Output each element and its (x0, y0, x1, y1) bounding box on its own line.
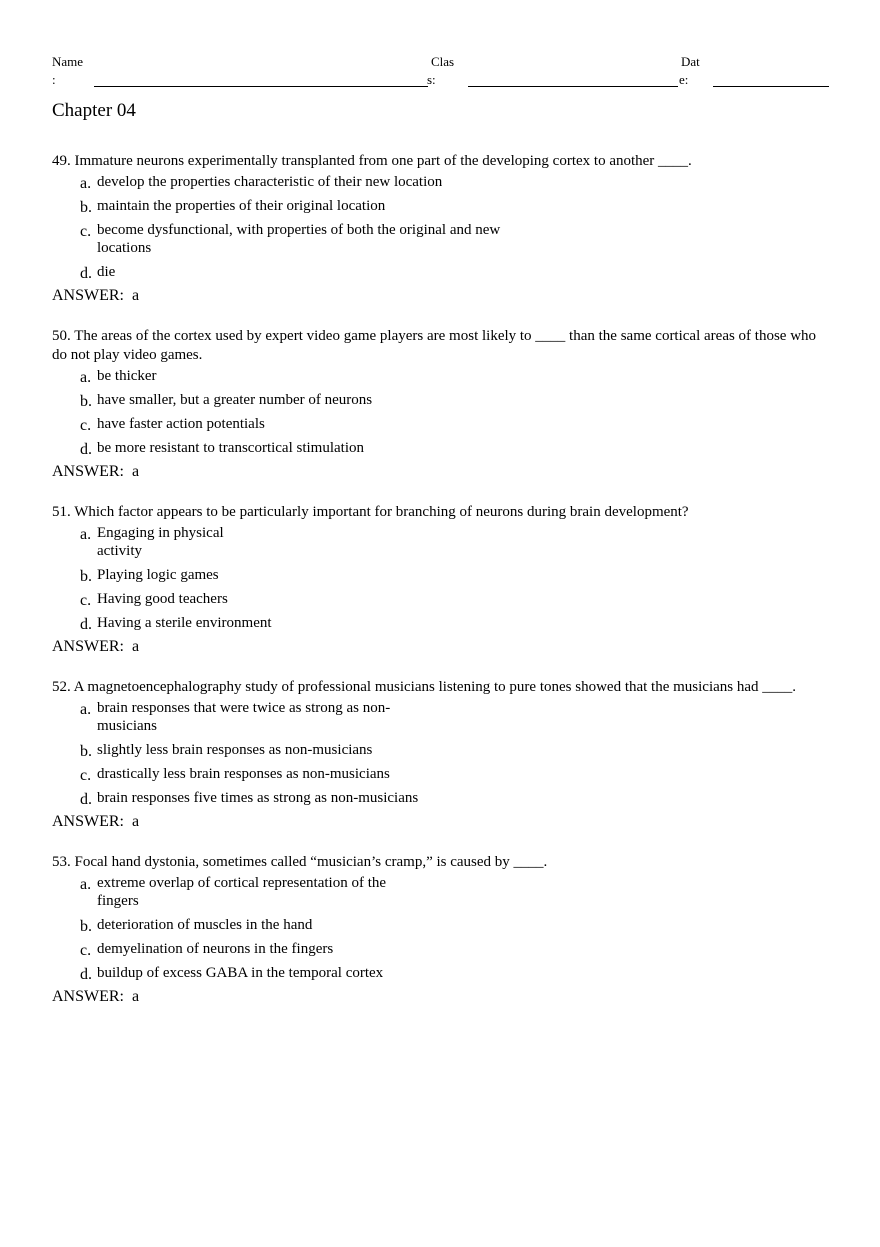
option-text: slightly less brain responses as non-musicians (97, 742, 373, 758)
answer-line (52, 988, 832, 1006)
option-letter: d. (80, 616, 92, 633)
option-c (52, 415, 832, 433)
answer-label: ANSWER: (52, 463, 124, 480)
option-text: have faster action potentials (97, 416, 265, 432)
option-list (52, 367, 832, 457)
option-letter: a. (80, 369, 92, 386)
option-letter: a. (80, 175, 92, 192)
name-field-line[interactable] (94, 86, 428, 87)
option-letter: a. (80, 876, 92, 893)
option-letter: d. (80, 265, 92, 282)
option-b (52, 391, 832, 409)
answer-label: ANSWER: (52, 988, 124, 1005)
answer-label: ANSWER: (52, 287, 124, 304)
answer-label: ANSWER: (52, 638, 124, 655)
answer-value: a (132, 813, 140, 830)
option-list (52, 874, 832, 982)
option-letter: c. (80, 942, 92, 959)
option-letter: c. (80, 417, 92, 434)
option-letter: c. (80, 592, 92, 609)
option-c (52, 765, 832, 783)
question-stem: 49. Immature neurons experimentally transplanted from one part of the developing cortex to another ____. (52, 153, 692, 169)
option-list (52, 699, 832, 807)
question-stem: 53. Focal hand dystonia, sometimes called “musician’s cramp,” is caused by ____. (52, 854, 548, 870)
option-text: brain responses five times as strong as non-musicians (97, 790, 419, 806)
option-letter: b. (80, 743, 92, 760)
option-text: Playing logic games (97, 567, 219, 583)
option-letter: a. (80, 701, 92, 718)
option-b (52, 197, 832, 215)
date-field-line[interactable] (713, 86, 829, 87)
answer-value: a (132, 287, 140, 304)
option-letter: d. (80, 441, 92, 458)
option-d (52, 964, 832, 982)
answer-value: a (132, 638, 140, 655)
option-letter: b. (80, 568, 92, 585)
question-stem: 51. Which factor appears to be particularly important for branching of neurons during brain development? (52, 504, 689, 520)
option-letter: d. (80, 966, 92, 983)
answer-line (52, 638, 832, 656)
option-letter: b. (80, 199, 92, 216)
option-text: have smaller, but a greater number of neurons (97, 392, 373, 408)
option-text: develop the properties characteristic of their new location (97, 174, 443, 190)
option-b (52, 566, 832, 584)
option-list (52, 524, 832, 632)
option-d (52, 439, 832, 457)
option-letter: d. (80, 791, 92, 808)
option-c (52, 221, 832, 257)
question-50 (52, 327, 832, 481)
option-c (52, 940, 832, 958)
option-text: maintain the properties of their original location (97, 198, 386, 214)
class-label-suffix: s: (427, 72, 436, 87)
option-a (52, 524, 832, 560)
worksheet-page (52, 52, 832, 1028)
option-text: buildup of excess GABA in the temporal cortex (97, 965, 384, 981)
name-label: Name (52, 54, 84, 69)
answer-line (52, 287, 832, 305)
option-text: demyelination of neurons in the fingers (97, 941, 334, 957)
option-text: drastically less brain responses as non-musicians (97, 766, 390, 782)
option-d (52, 789, 832, 807)
answer-line (52, 463, 832, 481)
option-letter: b. (80, 918, 92, 935)
answer-line (52, 813, 832, 831)
answer-value: a (132, 988, 140, 1005)
option-letter: c. (80, 767, 92, 784)
option-a (52, 173, 832, 191)
option-d (52, 614, 832, 632)
option-b (52, 916, 832, 934)
question-53 (52, 853, 832, 1006)
question-49 (52, 152, 832, 305)
option-c (52, 590, 832, 608)
question-stem: 52. A magnetoencephalography study of professional musicians listening to pure tones showed that the musicians had ____. (52, 679, 797, 695)
name-label-colon: : (52, 72, 56, 87)
option-text: die (97, 264, 116, 280)
date-label-suffix: e: (679, 72, 689, 87)
option-letter: b. (80, 393, 92, 410)
option-text: Having a sterile environment (97, 615, 272, 631)
answer-label: ANSWER: (52, 813, 124, 830)
option-a (52, 874, 832, 910)
option-text: become dysfunctional, with properties of both the original and new locations (97, 222, 501, 256)
answer-value: a (132, 463, 140, 480)
option-letter: c. (80, 223, 92, 240)
option-text: brain responses that were twice as strong as non-musicians (97, 700, 391, 734)
option-b (52, 741, 832, 759)
option-text: Engaging in physical activity (97, 525, 224, 559)
question-stem: 50. The areas of the cortex used by expert video game players are most likely to ____ than the same cortical areas of those who do not play video games. (52, 328, 817, 363)
option-text: be more resistant to transcortical stimulation (97, 440, 365, 456)
option-list (52, 173, 832, 281)
question-51 (52, 503, 832, 656)
date-label: Dat (681, 54, 700, 69)
option-a (52, 699, 832, 735)
option-text: deterioration of muscles in the hand (97, 917, 313, 933)
question-52 (52, 678, 832, 831)
option-text: extreme overlap of cortical representation of the fingers (97, 875, 387, 909)
class-label: Clas (431, 54, 455, 69)
option-text: Having good teachers (97, 591, 228, 607)
option-text: be thicker (97, 368, 157, 384)
option-d (52, 263, 832, 281)
option-letter: a. (80, 526, 92, 543)
header-fields (52, 52, 832, 92)
chapter-title: Chapter 04 (52, 100, 136, 121)
class-field-line[interactable] (468, 86, 678, 87)
option-a (52, 367, 832, 385)
